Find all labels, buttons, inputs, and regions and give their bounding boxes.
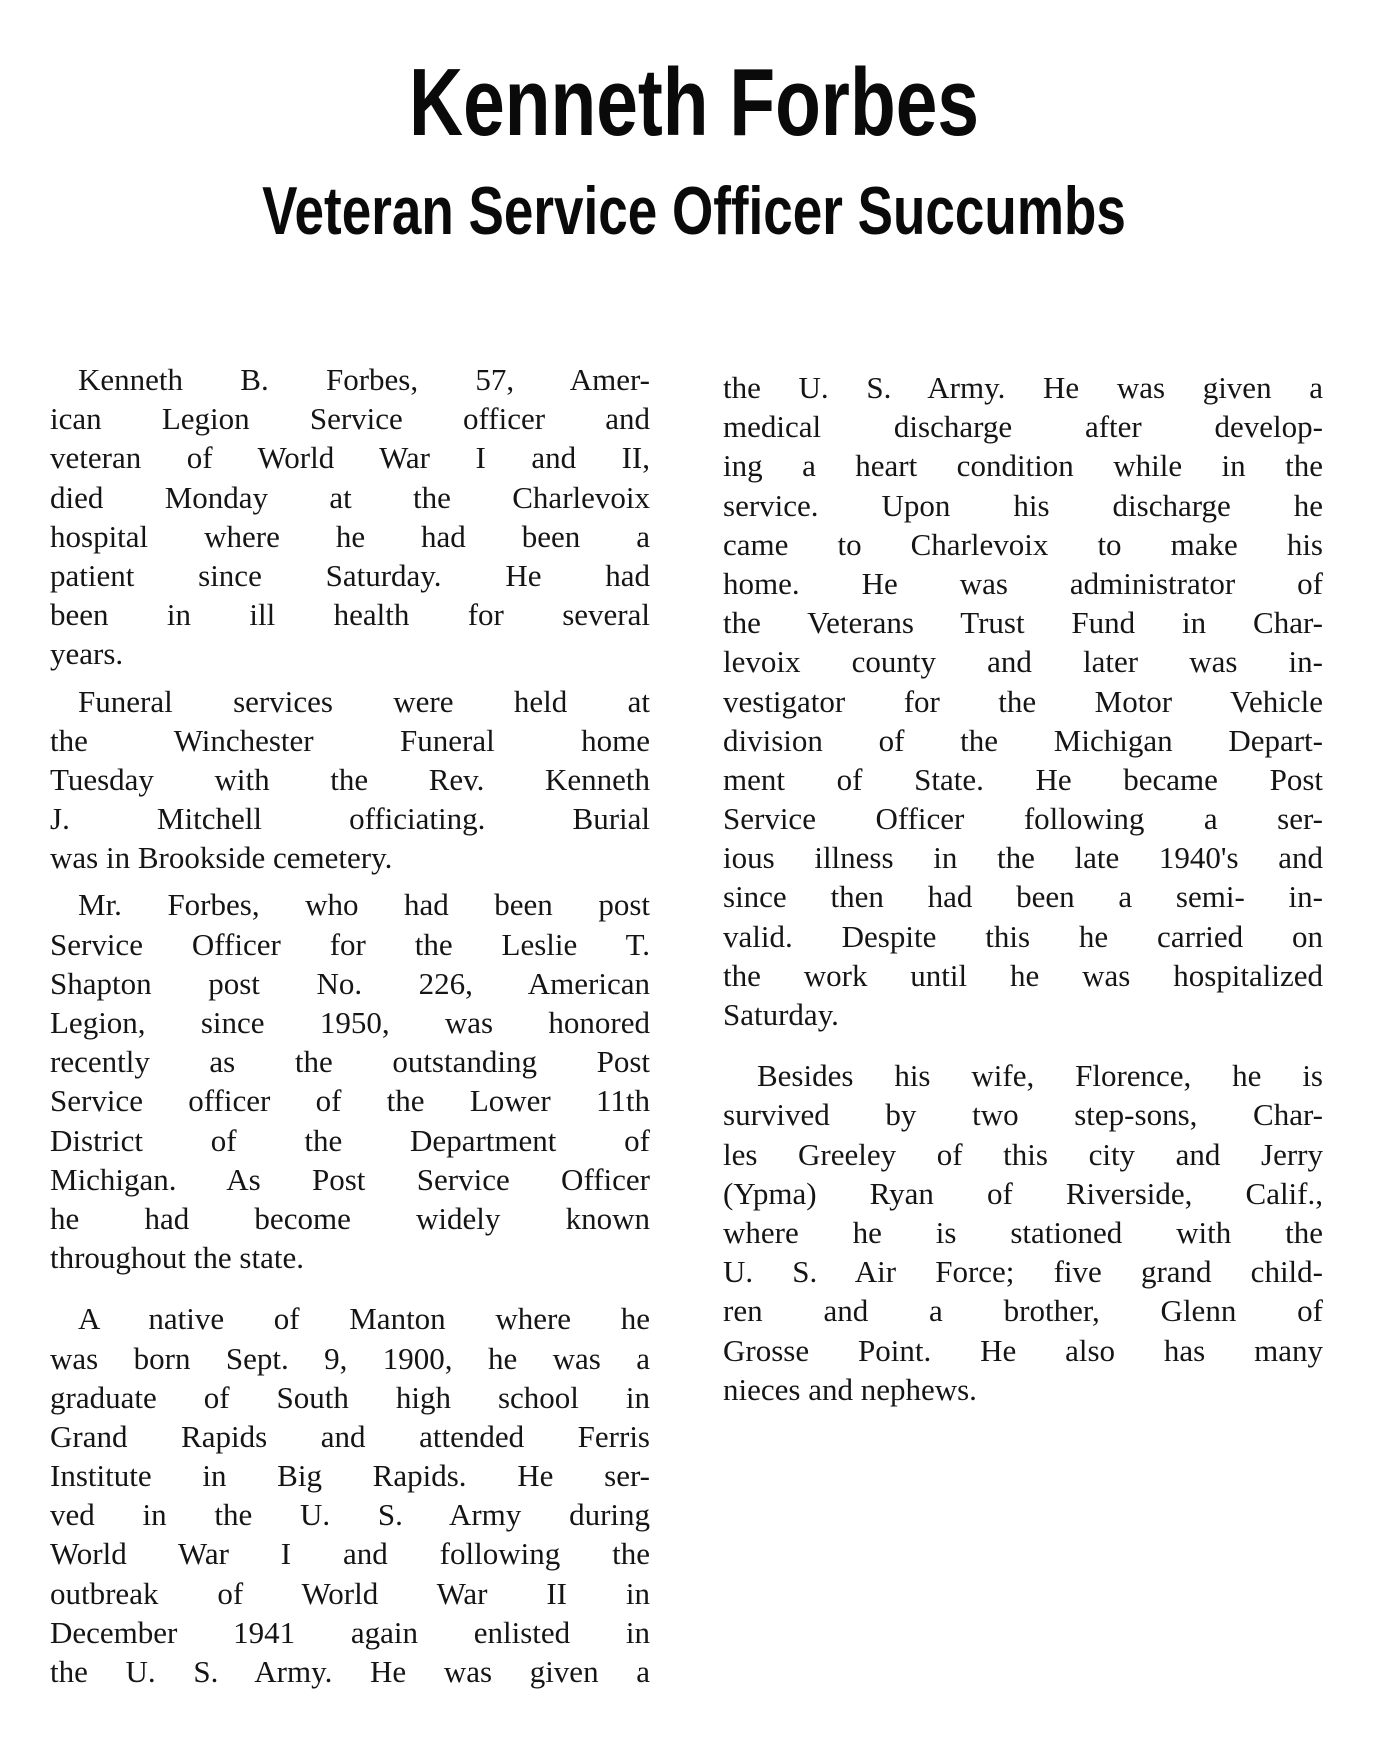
text-line: was in Brookside cemetery. — [50, 840, 393, 876]
text-line: Besides his wife, Florence, he is — [757, 1058, 1323, 1094]
text-line: where he is stationed with the — [723, 1214, 1323, 1250]
text-line: died Monday at the Charlevoix — [50, 479, 650, 515]
paragraph — [723, 368, 1323, 1034]
text-line: Institute in Big Rapids. He ser- — [50, 1458, 650, 1494]
text-line: was born Sept. 9, 1900, he was a — [50, 1340, 650, 1376]
subheadline: Veteran Service Officer Succumbs — [262, 173, 1126, 249]
text-line: ved in the U. S. Army during — [50, 1497, 650, 1533]
text-line: Michigan. As Post Service Officer — [50, 1161, 650, 1197]
text-line: Funeral services were held at — [78, 683, 650, 719]
text-line: the work until he was hospitalized — [723, 957, 1323, 993]
text-line: J. Mitchell officiating. Burial — [50, 801, 650, 837]
paragraph — [50, 682, 650, 878]
paragraph — [50, 360, 650, 674]
text-line: Shapton post No. 226, American — [50, 965, 650, 1001]
text-line: hospital where he had been a — [50, 518, 650, 554]
text-line: graduate of South high school in — [50, 1379, 650, 1415]
text-line: years. — [50, 636, 124, 672]
text-line: medical discharge after develop- — [723, 409, 1323, 445]
text-line: the U. S. Army. He was given a — [50, 1654, 650, 1689]
text-line: the Veterans Trust Fund in Char- — [723, 605, 1323, 641]
text-line: recently as the outstanding Post — [50, 1044, 650, 1080]
text-line: he had become widely known — [50, 1200, 650, 1236]
text-line: Saturday. — [723, 997, 839, 1032]
text-line: nieces and nephews. — [723, 1371, 977, 1407]
text-line: ment of State. He became Post — [723, 761, 1323, 797]
text-line: the U. S. Army. He was given a — [723, 370, 1323, 405]
text-line: ing a heart condition while in the — [723, 448, 1323, 484]
text-line: vestigator for the Motor Vehicle — [723, 683, 1323, 719]
text-line: patient since Saturday. He had — [50, 557, 650, 593]
text-line: the Winchester Funeral home — [50, 722, 650, 758]
headline: Kenneth Forbes — [409, 49, 979, 156]
text-line: been in ill health for several — [50, 597, 650, 633]
text-line: U. S. Air Force; five grand child- — [723, 1254, 1323, 1290]
text-line: Service officer of the Lower 11th — [50, 1083, 650, 1119]
text-line: December 1941 again enlisted in — [50, 1614, 650, 1650]
text-line: came to Charlevoix to make his — [723, 526, 1323, 562]
text-line: Mr. Forbes, who had been post — [78, 887, 650, 923]
text-line: ican Legion Service officer and — [50, 401, 650, 437]
text-line: Service Officer following a ser- — [723, 801, 1323, 837]
text-line: A native of Manton where he — [78, 1301, 650, 1337]
text-line: since then had been a semi- in- — [723, 879, 1323, 915]
text-line: ious illness in the late 1940's and — [723, 840, 1323, 876]
text-line: Grosse Point. He also has many — [723, 1332, 1323, 1368]
text-line: outbreak of World War II in — [50, 1575, 650, 1611]
text-line: World War I and following the — [50, 1536, 650, 1572]
text-line: division of the Michigan Depart- — [723, 722, 1323, 758]
paragraph — [50, 1299, 650, 1691]
text-line: ren and a brother, Glenn of — [723, 1293, 1323, 1329]
text-line: veteran of World War I and II, — [50, 440, 650, 476]
article-column-left — [50, 360, 650, 1691]
text-line: levoix county and later was in- — [723, 644, 1323, 680]
text-line: (Ypma) Ryan of Riverside, Calif., — [723, 1175, 1323, 1211]
text-line: survived by two step-sons, Char- — [723, 1097, 1323, 1133]
text-line: service. Upon his discharge he — [723, 487, 1323, 523]
text-line: District of the Department of — [50, 1122, 650, 1158]
text-line: Service Officer for the Leslie T. — [50, 926, 650, 962]
text-line: valid. Despite this he carried on — [723, 918, 1323, 954]
text-line: Legion, since 1950, was honored — [50, 1005, 650, 1040]
text-line: Tuesday with the Rev. Kenneth — [50, 761, 650, 797]
paragraph — [50, 885, 650, 1277]
text-line: Kenneth B. Forbes, 57, Amer- — [78, 362, 650, 397]
text-line: throughout the state. — [50, 1240, 304, 1276]
article-column-right — [723, 368, 1323, 1409]
text-line: les Greeley of this city and Jerry — [723, 1136, 1323, 1172]
text-line: Grand Rapids and attended Ferris — [50, 1418, 650, 1454]
text-line: home. He was administrator of — [723, 565, 1323, 601]
paragraph — [723, 1056, 1323, 1409]
